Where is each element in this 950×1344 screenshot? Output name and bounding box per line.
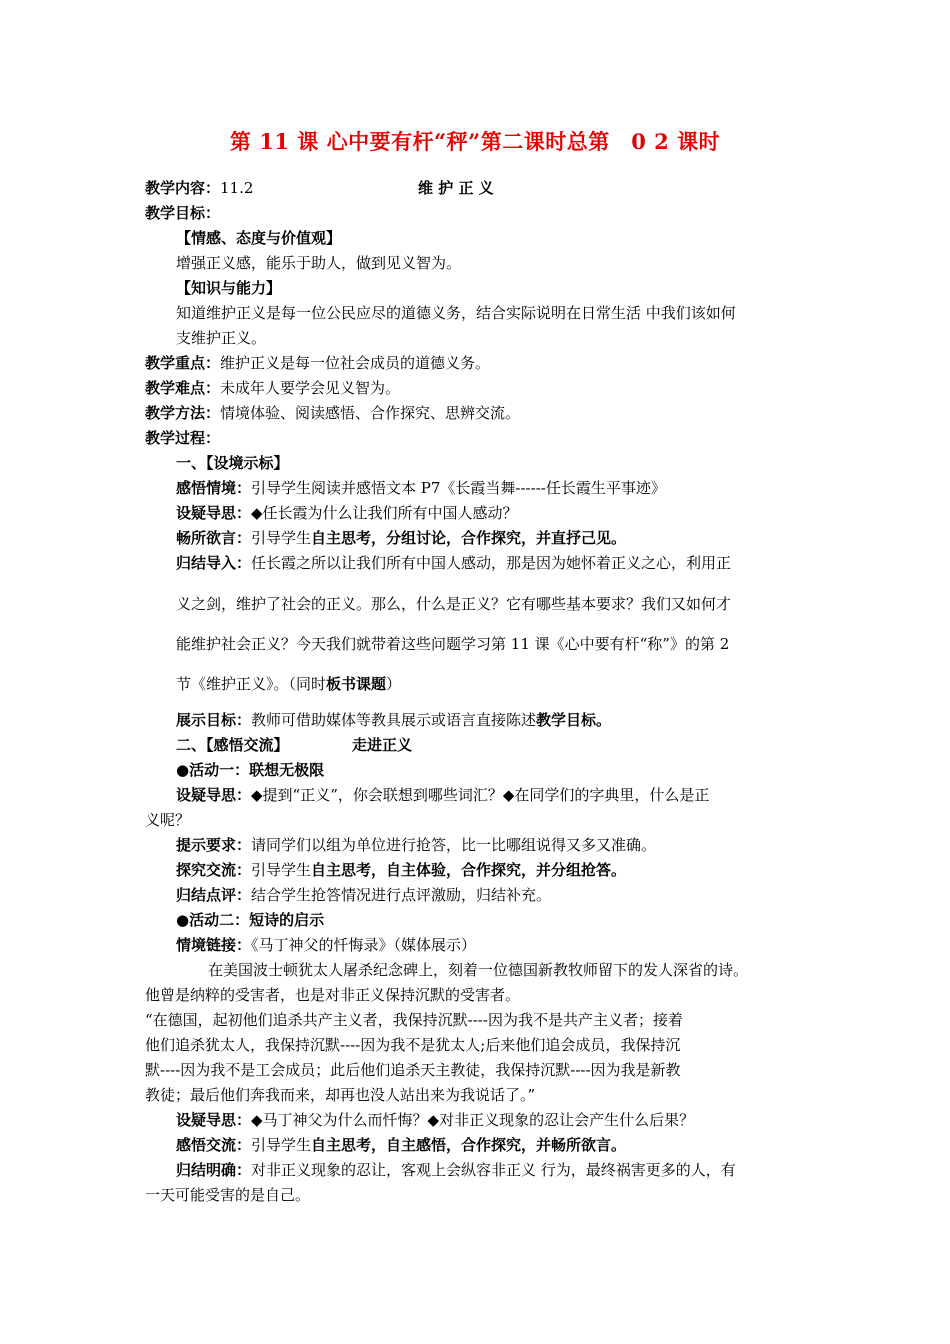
text: 《马丁神父的忏悔录》（媒体展示） xyxy=(251,936,477,954)
label: 教学重点： xyxy=(145,354,221,372)
teaching-content-line xyxy=(145,178,253,198)
text: 节《维护正义》。（同时 xyxy=(176,675,327,693)
label: 归结点评： xyxy=(176,886,252,904)
section1-line xyxy=(176,674,401,694)
label: 教学内容： xyxy=(145,179,221,197)
activity1-line: 义呢？ xyxy=(145,811,191,829)
goals-label: 教学目标： xyxy=(145,204,221,222)
poem-paragraph: “在德国，起初他们追杀共产主义者，我保持沉默----因为我不是共产主义者；接着 xyxy=(145,1011,683,1029)
activity2-line xyxy=(176,1160,736,1180)
label: 提示要求： xyxy=(176,836,252,854)
activity2-line xyxy=(176,935,476,955)
emotion-text: 增强正义感，能乐于助人，做到见义智为。 xyxy=(176,254,462,272)
section1-line: 义之剑，维护了社会的正义。那么，什么是正义？它有哪些基本要求？我们又如何才 xyxy=(176,595,732,613)
process-label: 教学过程： xyxy=(145,429,221,447)
poem-paragraph: 他曾是纳粹的受害者，也是对非正义保持沉默的受害者。 xyxy=(145,986,521,1004)
activity1-line xyxy=(176,860,626,880)
knowledge-heading: 【知识与能力】 xyxy=(176,279,282,297)
activity1-line xyxy=(176,785,709,805)
poem-paragraph: 在美国波士顿犹太人屠杀纪念碑上，刻着一位德国新教牧师留下的发人深省的诗。 xyxy=(208,961,749,979)
label: 教学方法： xyxy=(145,404,221,422)
knowledge-text-cont: 支维护正义。 xyxy=(176,329,267,347)
section1-line xyxy=(176,528,626,548)
label: 展示目标： xyxy=(176,711,252,729)
section2-subheading: 走进正义 xyxy=(352,736,413,754)
section1-line xyxy=(176,553,731,573)
text: 引导学生 xyxy=(251,1136,312,1154)
text: ◆马丁神父为什么而忏悔？◆对非正义现象的忍让会产生什么后果？ xyxy=(251,1111,695,1129)
text: 未成年人要学会见义智为。 xyxy=(220,379,401,397)
content-value: 11.2 xyxy=(220,179,254,197)
label: 归结明确： xyxy=(176,1161,252,1179)
label: 设疑导思： xyxy=(176,504,252,522)
text: 情境体验、阅读感悟、合作探究、思辨交流。 xyxy=(220,404,521,422)
text: ） xyxy=(386,675,402,693)
bold-text: 教学目标。 xyxy=(536,711,612,729)
knowledge-text: 知道维护正义是每一位公民应尽的道德义务，结合实际说明在日常生活 中我们该如何 xyxy=(176,304,736,322)
activity2-line: 一天可能受害的是自己。 xyxy=(145,1186,311,1204)
section1-heading: 一、【设境示标】 xyxy=(176,454,289,472)
activity2-title: ●活动二：短诗的启示 xyxy=(176,911,325,929)
activity2-line xyxy=(176,1110,694,1130)
text: 结合学生抢答情况进行点评激励，归结补充。 xyxy=(251,886,552,904)
activity1-title: ●活动一：联想无极限 xyxy=(176,761,325,779)
text: 维护正义是每一位社会成员的道德义务。 xyxy=(220,354,491,372)
poem-paragraph: 默----因为我不是工会成员；此后他们追杀天主教徒，我保持沉默----因为我是新教 xyxy=(145,1061,681,1079)
label: 设疑导思： xyxy=(176,786,252,804)
text: 引导学生 xyxy=(251,529,312,547)
activity1-line xyxy=(176,885,551,905)
text: ◆任长霞为什么让我们所有中国人感动？ xyxy=(251,504,518,522)
method-line xyxy=(145,403,520,423)
topic-title: 维 护 正 义 xyxy=(418,179,494,197)
section1-line: 能维护社会正义？今天我们就带着这些问题学习第 11 课《心中要有杆“称”》的第 2 xyxy=(176,635,730,653)
bold-text: 自主思考，自主感悟，合作探究，并畅所欲言。 xyxy=(311,1136,627,1154)
bold-text: 自主思考，分组讨论，合作探究，并直抒己见。 xyxy=(311,529,627,547)
label: 畅所欲言： xyxy=(176,529,252,547)
document-title: 第 11 课 心中要有杆“秤”第二课时总第 0 2 课时 xyxy=(229,129,721,154)
difficulty-line xyxy=(145,378,400,398)
text: 请同学们以组为单位进行抢答，比一比哪组说得又多又准确。 xyxy=(251,836,657,854)
poem-paragraph: 他们追杀犹太人，我保持沉默----因为我不是犹太人;后来他们追会成员，我保持沉 xyxy=(145,1036,681,1054)
key-point-line xyxy=(145,353,490,373)
poem-paragraph: 教徒；最后他们奔我而来，却再也没人站出来为我说话了。” xyxy=(145,1086,536,1104)
section1-line xyxy=(176,503,518,523)
label: 归结导入： xyxy=(176,554,252,572)
bold-text: 板书课题 xyxy=(326,675,387,693)
text: 任长霞之所以让我们所有中国人感动，那是因为她怀着正义之心，利用正 xyxy=(251,554,732,572)
bold-text: 自主思考，自主体验，合作探究，并分组抢答。 xyxy=(311,861,627,879)
text: 引导学生阅读并感悟文本 P7《长霞当舞------任长霞生平事迹》 xyxy=(251,479,666,497)
label: 感悟情境： xyxy=(176,479,252,497)
text: 对非正义现象的忍让，客观上会纵容非正义 行为，最终祸害更多的人，有 xyxy=(251,1161,736,1179)
label: 探究交流： xyxy=(176,861,252,879)
section2-heading: 二、【感悟交流】 xyxy=(176,736,289,754)
activity1-line xyxy=(176,835,656,855)
section1-line xyxy=(176,710,611,730)
text: 教师可借助媒体等教具展示或语言直接陈述 xyxy=(251,711,537,729)
emotion-heading: 【情感、态度与价值观】 xyxy=(176,229,342,247)
section1-line xyxy=(176,478,666,498)
text: 引导学生 xyxy=(251,861,312,879)
label: 教学难点： xyxy=(145,379,221,397)
activity2-line xyxy=(176,1135,626,1155)
text: ◆提到“正义”，你会联想到哪些词汇？◆在同学们的字典里，什么是正 xyxy=(251,786,710,804)
label: 感悟交流： xyxy=(176,1136,252,1154)
label: 情境链接： xyxy=(176,936,252,954)
label: 设疑导思： xyxy=(176,1111,252,1129)
